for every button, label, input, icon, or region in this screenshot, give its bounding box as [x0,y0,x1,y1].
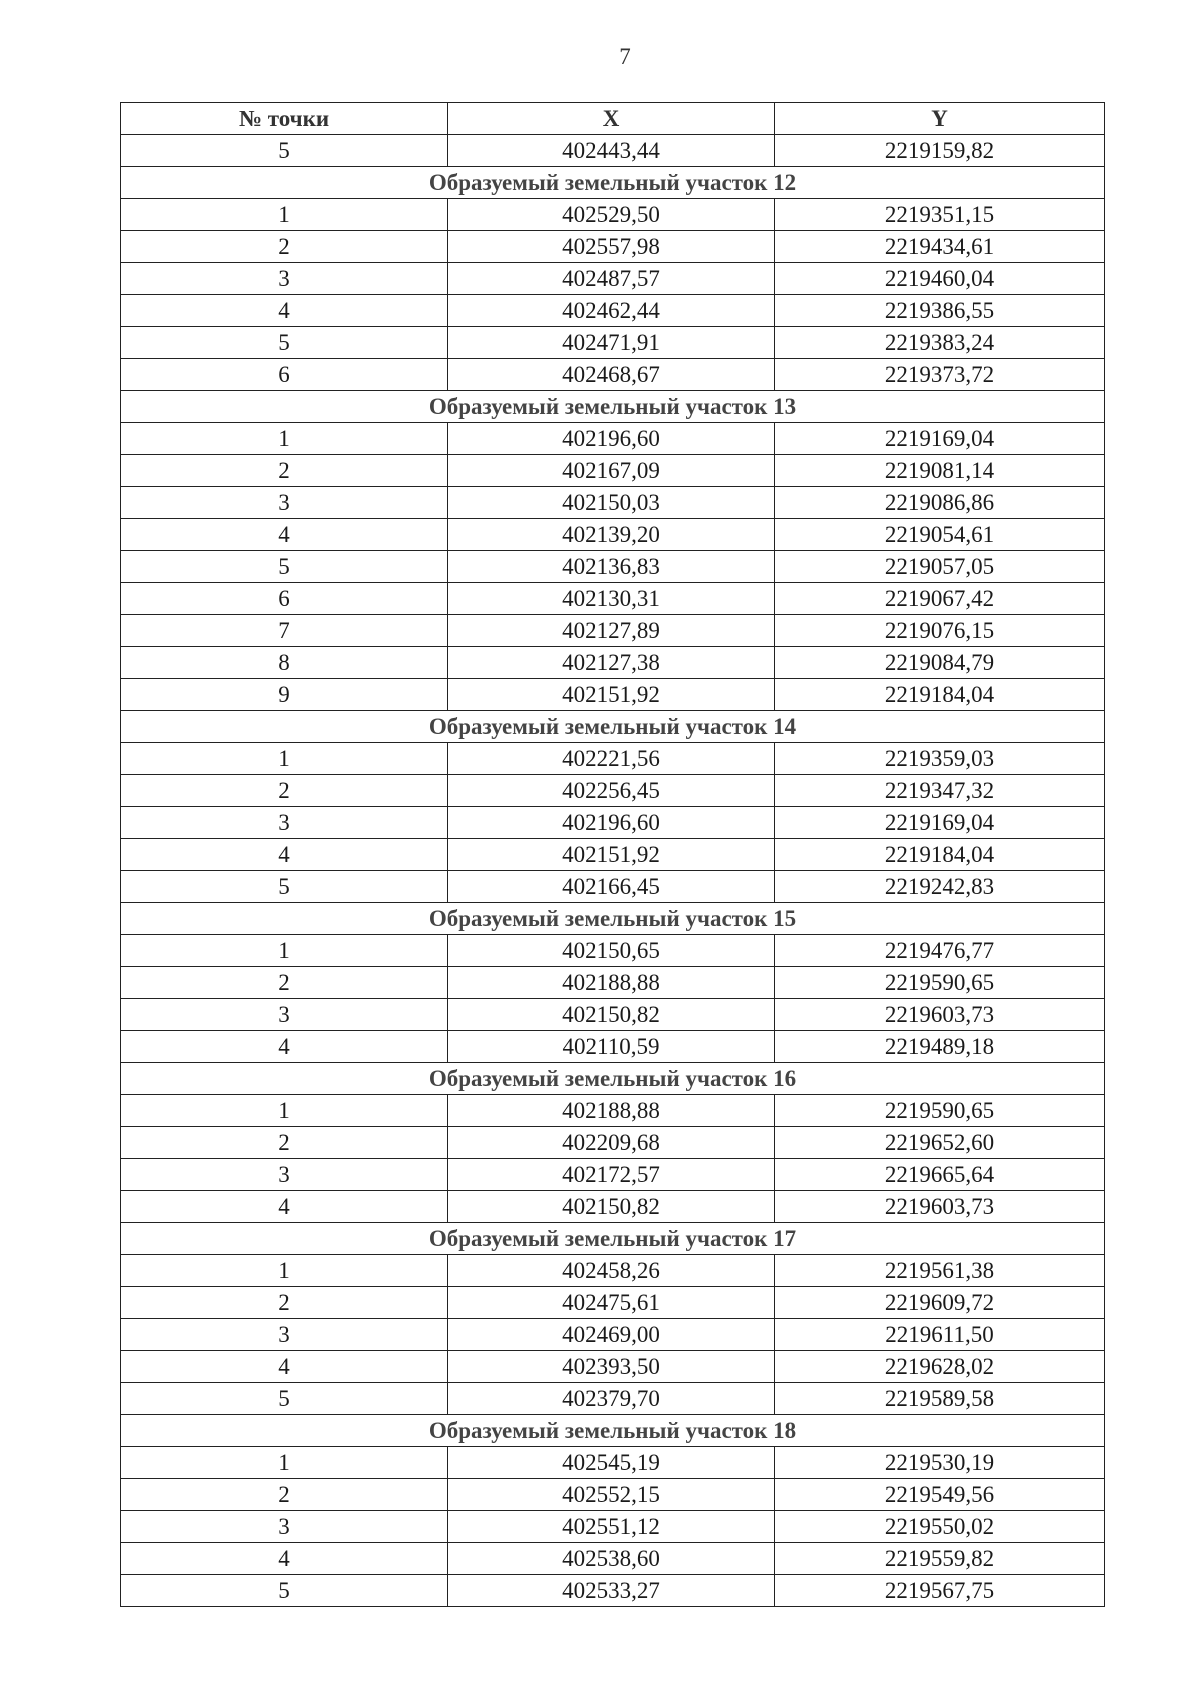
coordinates-table [120,102,1105,1607]
table-row [121,519,1105,551]
point-number-cell: 7 [121,615,448,647]
x-coordinate-cell: 402151,92 [448,839,775,871]
table-row [121,551,1105,583]
table-row [121,263,1105,295]
x-coordinate-cell: 402150,65 [448,935,775,967]
table-row [121,679,1105,711]
table-row [121,423,1105,455]
table-row [121,359,1105,391]
y-coordinate-cell: 2219603,73 [775,1191,1105,1223]
x-coordinate-cell: 402557,98 [448,231,775,263]
point-number-cell: 4 [121,1351,448,1383]
x-coordinate-cell: 402379,70 [448,1383,775,1415]
point-number-cell: 3 [121,999,448,1031]
section-row [121,167,1105,199]
point-number-cell: 5 [121,327,448,359]
x-coordinate-cell: 402458,26 [448,1255,775,1287]
table-row [121,135,1105,167]
y-coordinate-cell: 2219054,61 [775,519,1105,551]
y-coordinate-cell: 2219184,04 [775,679,1105,711]
table-row [121,583,1105,615]
table-row [121,1127,1105,1159]
point-number-cell: 1 [121,1095,448,1127]
y-coordinate-cell: 2219076,15 [775,615,1105,647]
y-coordinate-cell: 2219628,02 [775,1351,1105,1383]
point-number-cell: 4 [121,519,448,551]
point-number-cell: 2 [121,1127,448,1159]
table-row [121,999,1105,1031]
y-coordinate-cell: 2219159,82 [775,135,1105,167]
table-row [121,967,1105,999]
section-title: Образуемый земельный участок 13 [121,391,1105,423]
y-coordinate-cell: 2219603,73 [775,999,1105,1031]
table-row [121,455,1105,487]
x-coordinate-cell: 402188,88 [448,1095,775,1127]
x-coordinate-cell: 402471,91 [448,327,775,359]
x-coordinate-cell: 402166,45 [448,871,775,903]
y-coordinate-cell: 2219169,04 [775,423,1105,455]
table-row [121,295,1105,327]
y-coordinate-cell: 2219550,02 [775,1511,1105,1543]
point-number-cell: 2 [121,1479,448,1511]
section-title: Образуемый земельный участок 16 [121,1063,1105,1095]
point-number-cell: 2 [121,775,448,807]
point-number-cell: 1 [121,1447,448,1479]
x-coordinate-cell: 402552,15 [448,1479,775,1511]
table-row [121,807,1105,839]
x-coordinate-cell: 402188,88 [448,967,775,999]
page-number: 7 [619,44,631,69]
point-number-cell: 1 [121,423,448,455]
y-coordinate-cell: 2219460,04 [775,263,1105,295]
table-row [121,1511,1105,1543]
x-coordinate-cell: 402139,20 [448,519,775,551]
point-number-cell: 3 [121,263,448,295]
point-number-cell: 4 [121,839,448,871]
table-row [121,1287,1105,1319]
y-coordinate-cell: 2219665,64 [775,1159,1105,1191]
y-coordinate-cell: 2219561,38 [775,1255,1105,1287]
y-coordinate-cell: 2219242,83 [775,871,1105,903]
table-row [121,1191,1105,1223]
x-coordinate-cell: 402462,44 [448,295,775,327]
table-row [121,1383,1105,1415]
y-coordinate-cell: 2219611,50 [775,1319,1105,1351]
point-number-cell: 5 [121,551,448,583]
y-coordinate-cell: 2219590,65 [775,1095,1105,1127]
y-coordinate-cell: 2219567,75 [775,1575,1105,1607]
x-coordinate-cell: 402469,00 [448,1319,775,1351]
table-row [121,1159,1105,1191]
x-coordinate-cell: 402167,09 [448,455,775,487]
point-number-cell: 8 [121,647,448,679]
section-row [121,1415,1105,1447]
table-row [121,1575,1105,1607]
x-coordinate-cell: 402487,57 [448,263,775,295]
x-coordinate-cell: 402393,50 [448,1351,775,1383]
y-coordinate-cell: 2219347,32 [775,775,1105,807]
x-coordinate-cell: 402468,67 [448,359,775,391]
x-coordinate-cell: 402172,57 [448,1159,775,1191]
point-number-cell: 5 [121,1575,448,1607]
x-coordinate-cell: 402221,56 [448,743,775,775]
y-coordinate-cell: 2219549,56 [775,1479,1105,1511]
x-coordinate-cell: 402209,68 [448,1127,775,1159]
y-coordinate-cell: 2219373,72 [775,359,1105,391]
y-coordinate-cell: 2219434,61 [775,231,1105,263]
point-number-cell: 3 [121,1511,448,1543]
y-coordinate-cell: 2219081,14 [775,455,1105,487]
section-row [121,391,1105,423]
section-title: Образуемый земельный участок 15 [121,903,1105,935]
x-coordinate-cell: 402551,12 [448,1511,775,1543]
x-coordinate-cell: 402127,38 [448,647,775,679]
table-row [121,1031,1105,1063]
y-coordinate-cell: 2219652,60 [775,1127,1105,1159]
table-row [121,839,1105,871]
x-coordinate-cell: 402150,82 [448,999,775,1031]
x-coordinate-cell: 402136,83 [448,551,775,583]
x-coordinate-cell: 402127,89 [448,615,775,647]
table-body [121,135,1105,1607]
y-coordinate-cell: 2219476,77 [775,935,1105,967]
x-coordinate-cell: 402443,44 [448,135,775,167]
point-number-cell: 1 [121,743,448,775]
x-coordinate-cell: 402150,82 [448,1191,775,1223]
point-number-cell: 1 [121,199,448,231]
y-coordinate-cell: 2219589,58 [775,1383,1105,1415]
point-number-cell: 1 [121,935,448,967]
y-coordinate-cell: 2219169,04 [775,807,1105,839]
table-row [121,1479,1105,1511]
point-number-cell: 9 [121,679,448,711]
x-coordinate-cell: 402196,60 [448,807,775,839]
section-title: Образуемый земельный участок 12 [121,167,1105,199]
section-row [121,903,1105,935]
point-number-cell: 6 [121,583,448,615]
point-number-cell: 3 [121,807,448,839]
table-row [121,1351,1105,1383]
header-point-number: № точки [121,103,448,135]
y-coordinate-cell: 2219386,55 [775,295,1105,327]
point-number-cell: 2 [121,967,448,999]
table-row [121,1543,1105,1575]
table-row [121,871,1105,903]
point-number-cell: 3 [121,1319,448,1351]
table-row [121,1255,1105,1287]
section-title: Образуемый земельный участок 18 [121,1415,1105,1447]
point-number-cell: 5 [121,871,448,903]
table-row [121,199,1105,231]
table-row [121,775,1105,807]
x-coordinate-cell: 402110,59 [448,1031,775,1063]
table-row [121,743,1105,775]
point-number-cell: 4 [121,1031,448,1063]
table-header-row [121,103,1105,135]
y-coordinate-cell: 2219067,42 [775,583,1105,615]
point-number-cell: 2 [121,231,448,263]
x-coordinate-cell: 402533,27 [448,1575,775,1607]
x-coordinate-cell: 402130,31 [448,583,775,615]
x-coordinate-cell: 402538,60 [448,1543,775,1575]
x-coordinate-cell: 402529,50 [448,199,775,231]
x-coordinate-cell: 402256,45 [448,775,775,807]
section-title: Образуемый земельный участок 14 [121,711,1105,743]
table-row [121,1095,1105,1127]
section-row [121,711,1105,743]
y-coordinate-cell: 2219590,65 [775,967,1105,999]
table-row [121,231,1105,263]
y-coordinate-cell: 2219351,15 [775,199,1105,231]
table-row [121,935,1105,967]
y-coordinate-cell: 2219559,82 [775,1543,1105,1575]
point-number-cell: 6 [121,359,448,391]
table-row [121,327,1105,359]
point-number-cell: 4 [121,295,448,327]
point-number-cell: 2 [121,1287,448,1319]
x-coordinate-cell: 402475,61 [448,1287,775,1319]
x-coordinate-cell: 402151,92 [448,679,775,711]
y-coordinate-cell: 2219489,18 [775,1031,1105,1063]
header-x: X [448,103,775,135]
y-coordinate-cell: 2219383,24 [775,327,1105,359]
y-coordinate-cell: 2219359,03 [775,743,1105,775]
x-coordinate-cell: 402545,19 [448,1447,775,1479]
y-coordinate-cell: 2219086,86 [775,487,1105,519]
header-y: Y [775,103,1105,135]
section-row [121,1063,1105,1095]
y-coordinate-cell: 2219057,05 [775,551,1105,583]
point-number-cell: 4 [121,1191,448,1223]
table-row [121,615,1105,647]
y-coordinate-cell: 2219530,19 [775,1447,1105,1479]
section-title: Образуемый земельный участок 17 [121,1223,1105,1255]
point-number-cell: 2 [121,455,448,487]
y-coordinate-cell: 2219609,72 [775,1287,1105,1319]
section-row [121,1223,1105,1255]
point-number-cell: 1 [121,1255,448,1287]
point-number-cell: 5 [121,1383,448,1415]
point-number-cell: 5 [121,135,448,167]
point-number-cell: 3 [121,1159,448,1191]
table-row [121,1319,1105,1351]
point-number-cell: 3 [121,487,448,519]
table-row [121,487,1105,519]
x-coordinate-cell: 402196,60 [448,423,775,455]
table-row [121,647,1105,679]
y-coordinate-cell: 2219084,79 [775,647,1105,679]
x-coordinate-cell: 402150,03 [448,487,775,519]
y-coordinate-cell: 2219184,04 [775,839,1105,871]
table-row [121,1447,1105,1479]
point-number-cell: 4 [121,1543,448,1575]
